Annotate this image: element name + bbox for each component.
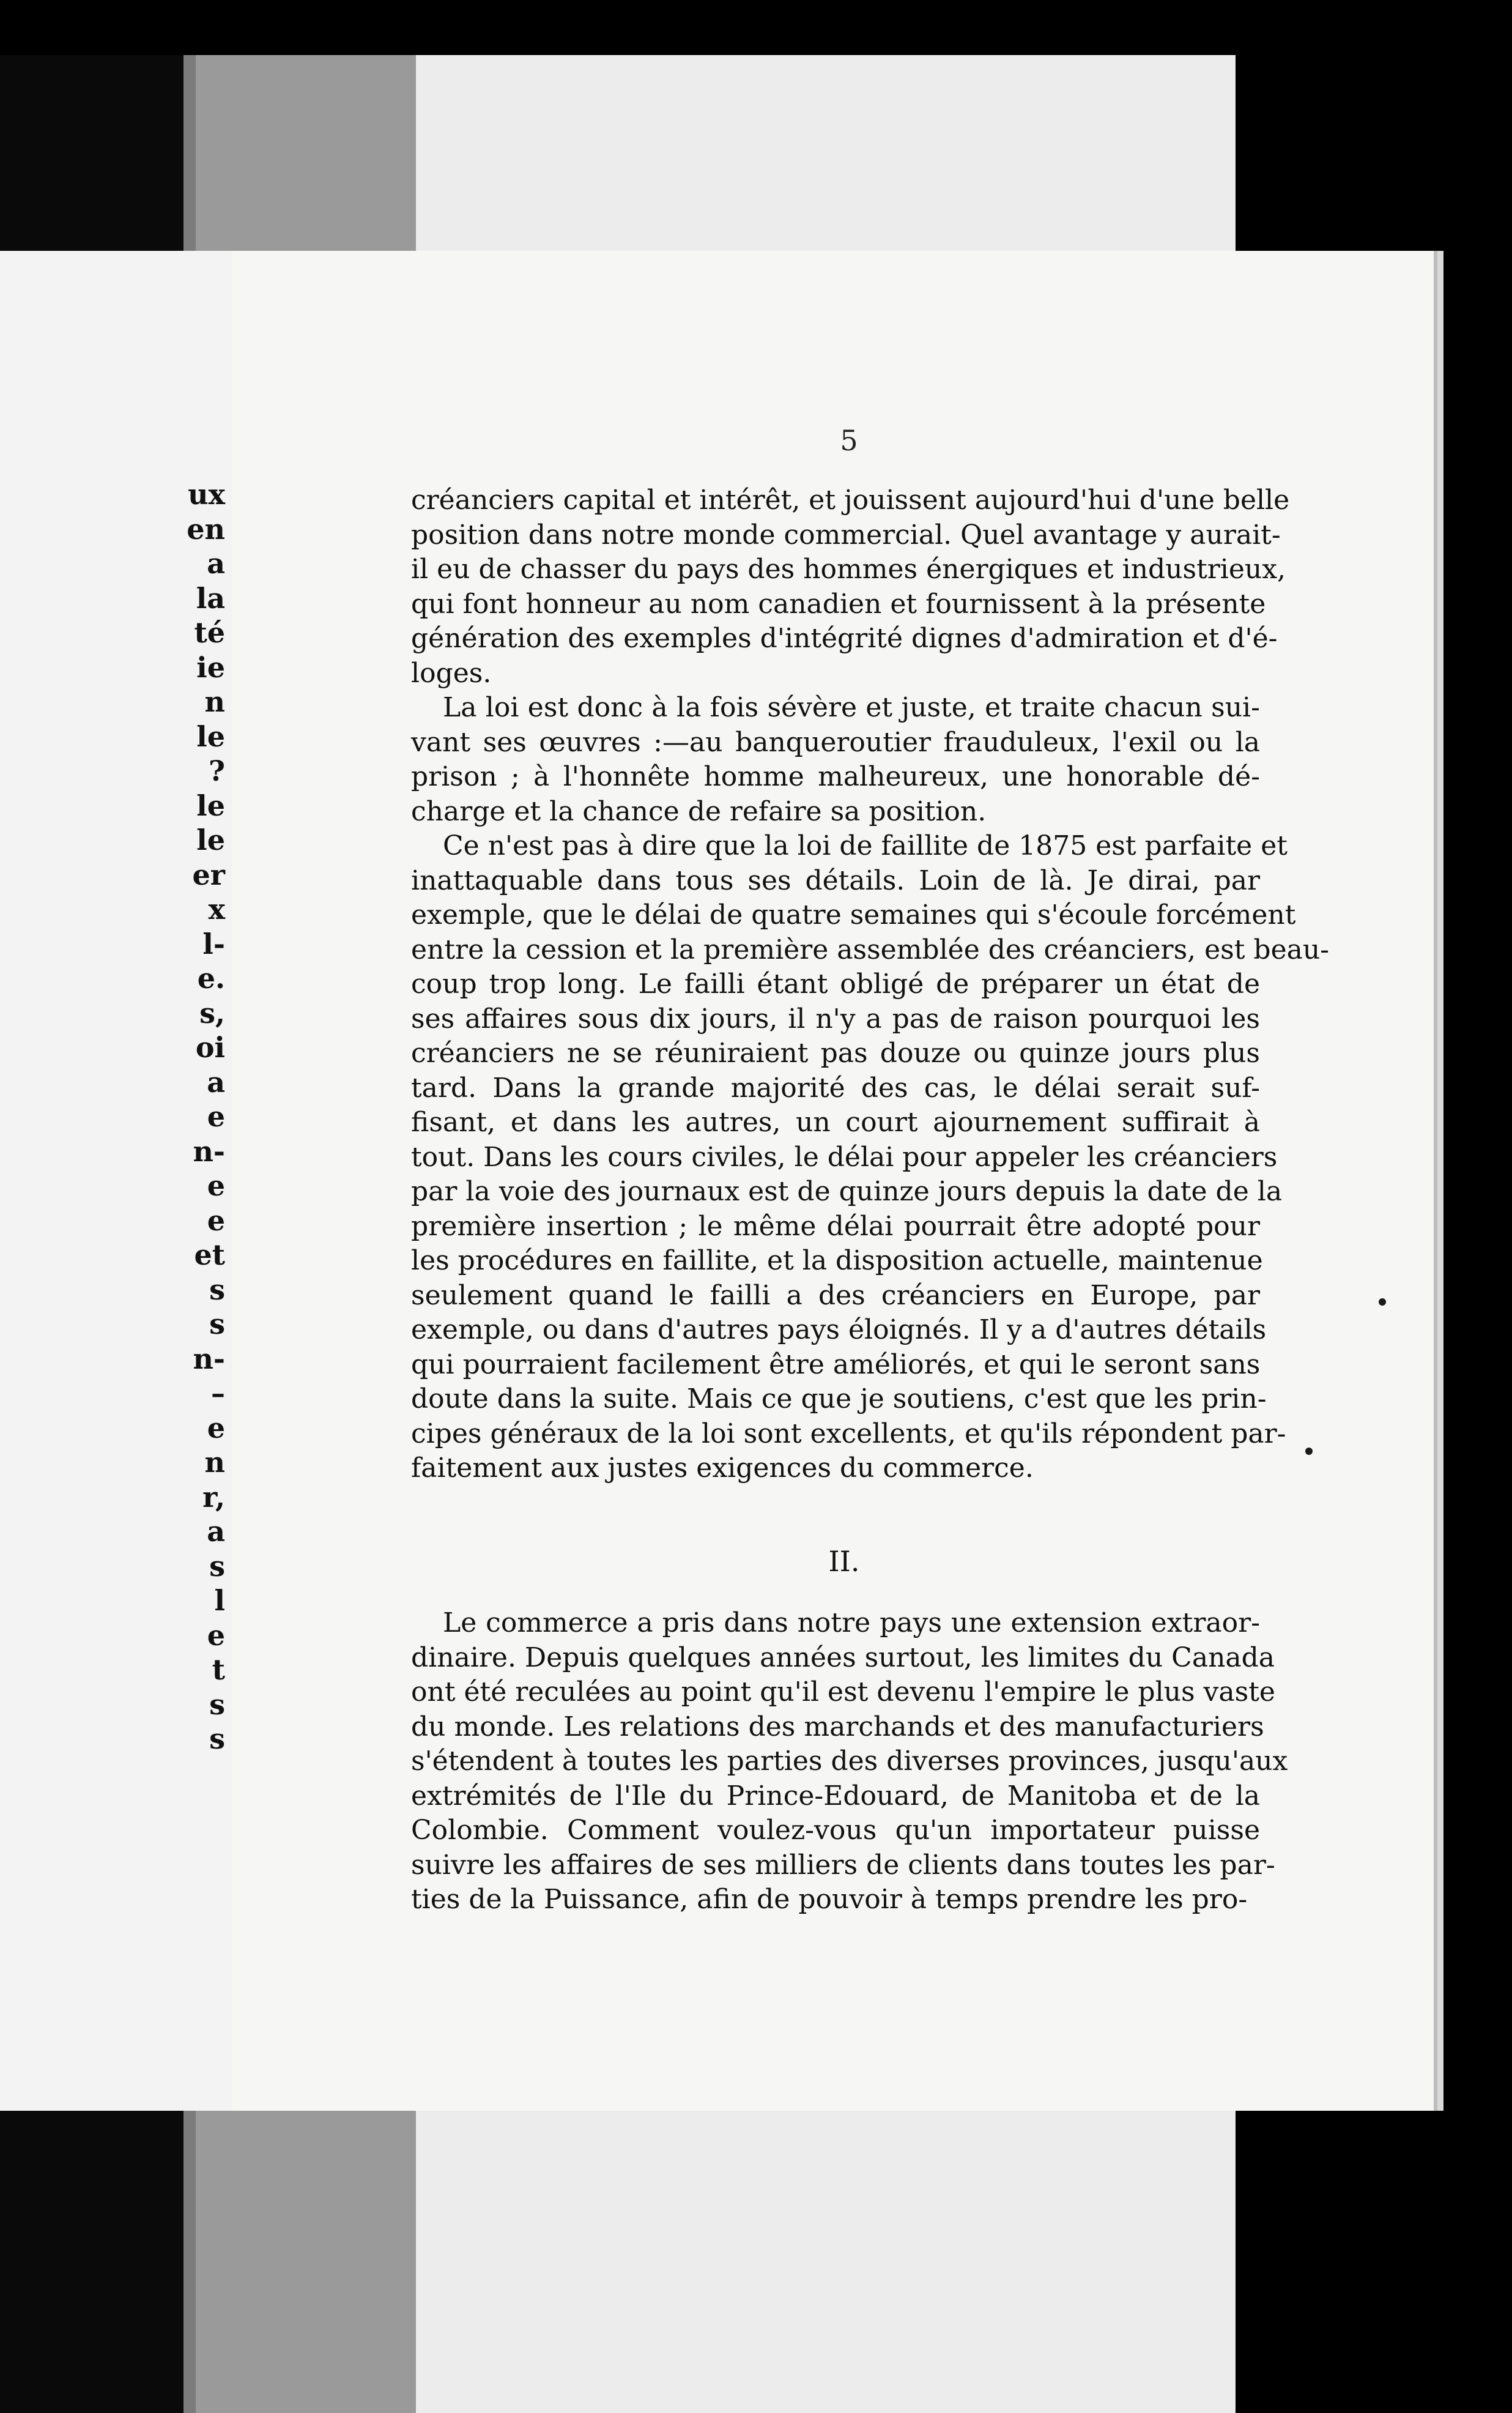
previous-page-fragment: e (207, 1169, 225, 1202)
section-heading: II. (828, 1545, 860, 1578)
text-line: vant ses œuvres :—au banqueroutier frauduleux, l'exil ou la (411, 726, 1260, 758)
previous-page-fragment: n- (193, 1342, 225, 1375)
text-line: loges. (411, 657, 492, 689)
text-line: exemple, que le délai de quatre semaines qui s'écoule forcément (411, 899, 1296, 931)
previous-page-fragment: l- (202, 927, 225, 961)
scan-speck (1379, 1298, 1386, 1306)
previous-page-fragment: en (187, 512, 225, 546)
text-line: créanciers ne se réuniraient pas douze ou quinze jours plus (411, 1038, 1260, 1069)
previous-page-fragment: l (214, 1584, 225, 1617)
text-line: La loi est donc à la fois sévère et juste, et traite chacun sui- (443, 692, 1260, 723)
previous-page-fragment: la (196, 581, 225, 615)
text-line: fisant, et dans les autres, un court ajournement suffirait à (411, 1107, 1260, 1138)
previous-page-fragment: a (207, 547, 225, 580)
previous-page-fragment: x (208, 893, 225, 926)
previous-page-fragment: a (207, 1515, 225, 1548)
previous-page-fragment: ? (209, 754, 225, 787)
previous-page-fragment: e (207, 1411, 225, 1444)
previous-page-fragment: a (207, 1065, 225, 1099)
text-line: position dans notre monde commercial. Quel avantage y aurait- (411, 519, 1281, 551)
previous-page-fragment: s (209, 1273, 225, 1306)
text-line: cipes généraux de la loi sont excellents, et qu'ils répondent par- (411, 1418, 1286, 1449)
text-line: seulement quand le failli a des créanciers en Europe, par (411, 1279, 1260, 1311)
text-line: Colombie. Comment voulez-vous qu'un importateur puisse (411, 1815, 1260, 1846)
previous-page-fragment: s (209, 1722, 225, 1755)
previous-page-fragment: le (196, 824, 225, 857)
section-body-text (411, 1606, 1288, 1917)
previous-page-fragment: e (207, 1100, 225, 1133)
text-line: entre la cession et la première assemblée des créanciers, est beau- (411, 934, 1330, 965)
page-number: 5 (840, 424, 858, 457)
previous-page-fragment: r, (202, 1480, 225, 1514)
text-line: ses affaires sous dix jours, il n'y a pas de raison pourquoi les (411, 1003, 1260, 1035)
previous-page-fragment: t (212, 1653, 225, 1686)
text-line: ont été reculées au point qu'il est devenu l'empire le plus vaste (411, 1676, 1275, 1708)
text-line: du monde. Les relations des marchands et des manufacturiers (411, 1711, 1264, 1742)
text-line: qui pourraient facilement être améliorés, et qui le seront sans (411, 1348, 1261, 1380)
text-line: inattaquable dans tous ses détails. Loin de là. Je dirai, par (411, 864, 1260, 896)
previous-page-line-endings (187, 477, 225, 1757)
text-line: prison ; à l'honnête homme malheureux, une honorable dé- (411, 761, 1260, 792)
text-line: les procédures en faillite, et la disposition actuelle, maintenue (411, 1245, 1263, 1276)
previous-page-fragment: – (211, 1377, 225, 1410)
text-line: tard. Dans la grande majorité des cas, le délai serait suf- (411, 1072, 1260, 1104)
paragraph (411, 691, 1260, 829)
text-line: il eu de chasser du pays des hommes énergiques et industrieux, (411, 554, 1286, 585)
previous-page-fragment: oi (195, 1031, 225, 1064)
previous-page-fragment: e (207, 1203, 225, 1237)
text-line: Le commerce a pris dans notre pays une extension extraor- (443, 1607, 1260, 1638)
text-line: génération des exemples d'intégrité dignes d'admiration et d'é- (411, 623, 1278, 654)
previous-page-fragment: er (192, 858, 225, 891)
paragraph (411, 483, 1290, 691)
previous-page-edge (0, 251, 236, 2111)
text-line: Ce n'est pas à dire que la loi de faillite de 1875 est parfaite et (443, 830, 1288, 861)
text-line: qui font honneur au nom canadien et fournissent à la présente (411, 588, 1266, 620)
previous-page-fragment: ux (188, 478, 225, 511)
previous-page-fragment: le (196, 719, 225, 753)
previous-page-fragment: ie (196, 650, 225, 684)
text-line: ties de la Puissance, afin de pouvoir à temps prendre les pro- (411, 1884, 1248, 1915)
paragraph (411, 1606, 1288, 1917)
text-line: extrémités de l'Ile du Prince-Edouard, de Manitoba et de la (411, 1780, 1260, 1812)
previous-page-fragment: s, (199, 996, 225, 1030)
text-line: faitement aux justes exigences du commerce. (411, 1452, 1034, 1484)
previous-page-fragment: e (207, 1618, 225, 1652)
previous-page-fragment: s (209, 1307, 225, 1340)
text-line: s'étendent à toutes les parties des diverses provinces, jusqu'aux (411, 1746, 1288, 1777)
text-line: dinaire. Depuis quelques années surtout, les limites du Canada (411, 1642, 1275, 1673)
previous-page-fragment: té (194, 616, 225, 649)
text-line: coup trop long. Le failli étant obligé de préparer un état de (411, 969, 1260, 1000)
text-line: créanciers capital et intérêt, et jouissent aujourd'hui d'une belle (411, 485, 1290, 516)
scan-speck (1305, 1448, 1313, 1455)
text-line: tout. Dans les cours civiles, le délai pour appeler les créanciers (411, 1141, 1278, 1173)
text-line: doute dans la suite. Mais ce que je soutiens, c'est que les prin- (411, 1383, 1267, 1415)
previous-page-fragment: n- (193, 1134, 225, 1168)
text-line: première insertion ; le même délai pourrait être adopté pour (411, 1210, 1260, 1242)
previous-page-fragment: le (196, 789, 225, 822)
text-line: par la voie des journaux est de quinze jours depuis la date de la (411, 1176, 1283, 1207)
text-line: exemple, ou dans d'autres pays éloignés. Il y a d'autres détails (411, 1314, 1267, 1345)
text-line: charge et la chance de refaire sa position. (411, 795, 987, 827)
paragraph (411, 829, 1330, 1486)
text-line: suivre les affaires de ses milliers de clients dans toutes les par- (411, 1849, 1275, 1881)
previous-page-fragment: n (204, 685, 225, 718)
previous-page-fragment: s (209, 1687, 225, 1721)
body-text (411, 483, 1330, 1486)
previous-page-fragment: n (204, 1446, 225, 1479)
previous-page-fragment: et (194, 1238, 225, 1271)
previous-page-fragment: s (209, 1549, 225, 1583)
previous-page-fragment: e. (197, 962, 225, 995)
